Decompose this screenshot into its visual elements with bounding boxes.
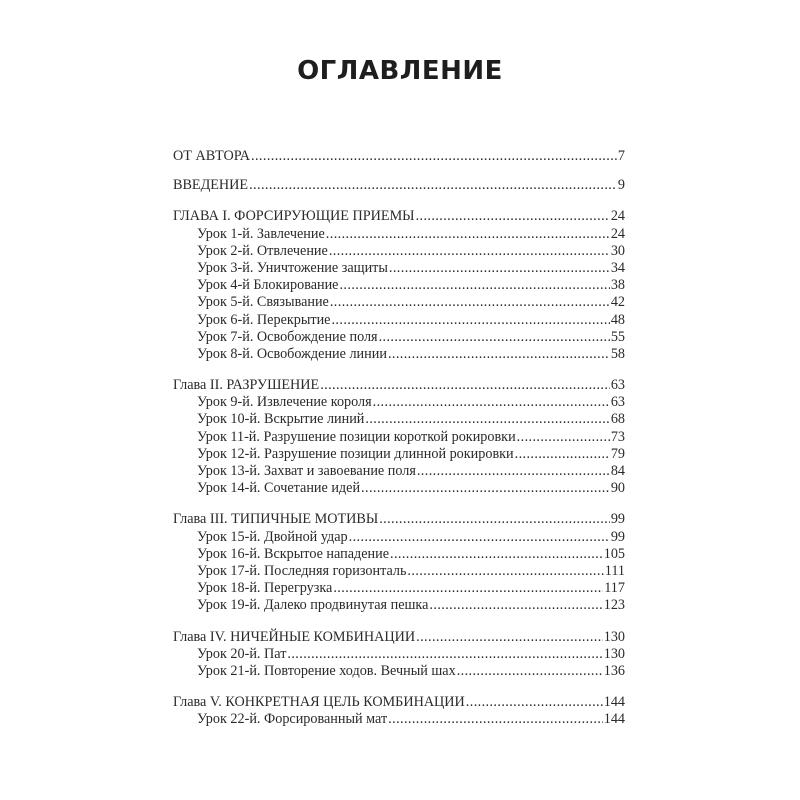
entry-page: 68: [610, 411, 625, 428]
entry-page: 30: [610, 242, 625, 259]
entry-page: 38: [610, 277, 625, 294]
dot-leader: [466, 694, 603, 711]
dot-leader: [379, 329, 610, 346]
entry-page: 130: [603, 645, 625, 662]
dot-leader: [416, 208, 610, 225]
entry-page: 130: [603, 628, 625, 645]
entry-page: 99: [610, 511, 625, 528]
entry-page: 7: [617, 148, 625, 164]
entry-label: Урок 22-й. Форсированный мат: [197, 711, 388, 728]
dot-leader: [251, 148, 617, 165]
toc-lesson[interactable]: [173, 260, 625, 277]
entry-label: Урок 3-й. Уничтожение защиты: [197, 259, 388, 276]
entry-label: Урок 10-й. Вскрытие линий: [197, 411, 365, 428]
entry-label: Урок 20-й. Пат: [197, 645, 287, 662]
dot-leader: [388, 711, 603, 728]
entry-page: 55: [610, 328, 625, 345]
dot-leader: [326, 226, 610, 243]
dot-leader: [515, 446, 610, 463]
entry-label: Урок 9-й. Извлечение короля: [197, 394, 372, 411]
toc-lesson[interactable]: [173, 597, 625, 614]
entry-page: 123: [603, 597, 625, 614]
entry-page: 73: [610, 428, 625, 445]
dot-leader: [320, 377, 610, 394]
entry-label: Урок 7-й. Освобождение поля: [197, 328, 378, 345]
toc-lesson[interactable]: [173, 480, 625, 497]
toc-lesson[interactable]: [173, 529, 625, 546]
entry-label: Урок 6-й. Перекрытие: [197, 311, 331, 328]
toc-lesson[interactable]: [173, 312, 625, 329]
entry-page: 9: [617, 177, 625, 194]
dot-leader: [407, 563, 603, 580]
toc-lesson[interactable]: [173, 711, 625, 728]
dot-leader: [361, 480, 610, 497]
entry-page: 99: [610, 528, 625, 545]
dot-leader: [330, 294, 610, 311]
entry-label: Урок 5-й. Связывание: [197, 294, 329, 311]
dot-leader: [373, 394, 610, 411]
entry-label: Урок 13-й. Захват и завоевание поля: [197, 463, 416, 479]
entry-label: Урок 21-й. Повторение ходов. Вечный шах: [197, 662, 456, 679]
dot-leader: [331, 312, 609, 329]
toc-lesson[interactable]: [173, 226, 625, 243]
dot-leader: [249, 177, 617, 194]
entry-page: 24: [610, 208, 625, 225]
toc-lesson[interactable]: [173, 646, 625, 663]
toc-chapter[interactable]: [173, 694, 625, 711]
toc-lesson[interactable]: [173, 394, 625, 411]
toc-lesson[interactable]: [173, 580, 625, 597]
toc-lesson[interactable]: [173, 663, 625, 680]
entry-label: Урок 11-й. Разрушение позиции короткой рокировки: [197, 428, 516, 445]
entry-label: Глава IV. НИЧЕЙНЫЕ КОМБИНАЦИИ: [173, 628, 416, 645]
dot-leader: [329, 243, 610, 260]
entry-label: ОТ АВТОРА: [173, 148, 251, 164]
entry-page: 144: [603, 711, 625, 728]
entry-label: ВВЕДЕНИЕ: [173, 177, 249, 194]
toc-chapter[interactable]: [173, 377, 625, 394]
entry-page: 24: [610, 225, 625, 242]
dot-leader: [517, 429, 610, 446]
dot-leader: [349, 529, 610, 546]
entry-page: 42: [610, 294, 625, 311]
toc-chapter[interactable]: [173, 208, 625, 225]
toc-lesson[interactable]: [173, 463, 625, 480]
entry-label: Урок 15-й. Двойной удар: [197, 528, 348, 545]
dot-leader: [333, 580, 603, 597]
entry-label: Глава V. КОНКРЕТНАЯ ЦЕЛЬ КОМБИНАЦИИ: [173, 694, 465, 711]
toc-lesson[interactable]: [173, 429, 625, 446]
toc-chapter[interactable]: [173, 511, 625, 528]
dot-leader: [339, 277, 609, 294]
dot-leader: [416, 629, 603, 646]
dot-leader: [390, 546, 603, 563]
entry-label: Урок 19-й. Далеко продвинутая пешка: [197, 597, 429, 614]
dot-leader: [429, 597, 602, 614]
dot-leader: [457, 663, 603, 680]
page-title: ОГЛАВЛЕНИЕ: [297, 56, 503, 86]
entry-label: Урок 17-й. Последняя горизонталь: [197, 562, 407, 579]
dot-leader: [389, 260, 610, 277]
dot-leader: [379, 511, 610, 528]
dot-leader: [417, 463, 610, 480]
toc-chapter[interactable]: [173, 629, 625, 646]
toc-entry-intro[interactable]: [173, 177, 625, 194]
entry-label: Урок 16-й. Вскрытое нападение: [197, 545, 390, 562]
entry-label: Глава II. РАЗРУШЕНИЕ: [173, 377, 320, 394]
toc-lesson[interactable]: [173, 546, 625, 563]
entry-page: 144: [603, 694, 625, 711]
entry-page: 79: [610, 445, 625, 462]
entry-page: 63: [610, 377, 625, 394]
entry-label: Урок 4-й Блокирование: [197, 277, 339, 294]
entry-page: 90: [610, 480, 625, 497]
entry-page: 111: [604, 562, 625, 579]
entry-label: ГЛАВА I. ФОРСИРУЮЩИЕ ПРИЕМЫ: [173, 208, 415, 225]
toc-lesson[interactable]: [173, 277, 625, 294]
toc-lesson[interactable]: [173, 294, 625, 311]
table-of-contents: [173, 148, 625, 728]
toc-entry-author[interactable]: [173, 148, 625, 165]
entry-page: 105: [603, 545, 625, 562]
toc-lesson[interactable]: [173, 411, 625, 428]
dot-leader: [365, 411, 609, 428]
toc-lesson[interactable]: [173, 346, 625, 363]
entry-label: Глава III. ТИПИЧНЫЕ МОТИВЫ: [173, 511, 379, 528]
entry-label: Урок 1-й. Завлечение: [197, 225, 325, 242]
entry-page: 117: [604, 580, 625, 597]
dot-leader: [388, 346, 610, 363]
entry-label: Урок 8-й. Освобождение линии: [197, 345, 387, 362]
entry-label: Урок 2-й. Отвлечение: [197, 242, 328, 259]
entry-page: 136: [603, 662, 625, 679]
entry-page: 48: [610, 311, 625, 328]
entry-label: Урок 12-й. Разрушение позиции длинной рокировки: [197, 445, 514, 462]
entry-page: 63: [610, 394, 625, 411]
entry-page: 58: [610, 345, 625, 362]
dot-leader: [287, 646, 602, 663]
entry-page: 84: [610, 463, 625, 479]
toc-lesson[interactable]: [173, 243, 625, 260]
entry-label: Урок 14-й. Сочетание идей: [197, 480, 361, 497]
toc-lesson[interactable]: [173, 446, 625, 463]
toc-lesson[interactable]: [173, 563, 625, 580]
entry-label: Урок 18-й. Перегрузка: [197, 580, 333, 597]
entry-page: 34: [610, 259, 625, 276]
toc-lesson[interactable]: [173, 329, 625, 346]
